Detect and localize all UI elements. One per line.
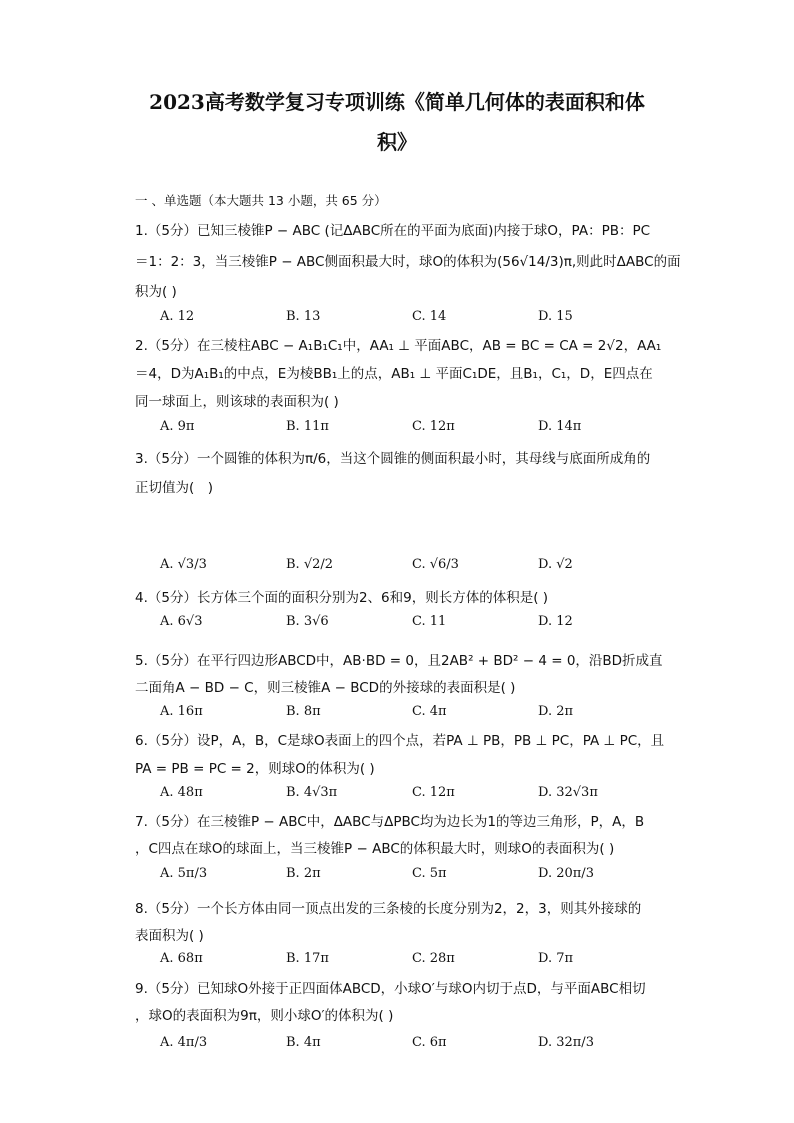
q5-option-b[interactable]: B. 8π — [286, 704, 321, 719]
q1-option-c[interactable]: C. 14 — [412, 309, 447, 324]
q8-option-d[interactable]: D. 7π — [538, 951, 574, 966]
q4-option-c[interactable]: C. 11 — [412, 614, 447, 629]
q7-line2: ，C四点在球O的球面上，当三棱锥P − ABC的体积最大时，则球O的表面积为( ) — [135, 841, 615, 857]
q2-option-d[interactable]: D. 14π — [538, 419, 582, 434]
q5-option-d[interactable]: D. 2π — [538, 704, 574, 719]
q3-line2: 正切值为( ) — [135, 480, 214, 496]
q8-line2: 表面积为( ) — [135, 928, 204, 944]
q8-option-c[interactable]: C. 28π — [412, 951, 455, 966]
q3-line1: 3.（5分）一个圆锥的体积为π/6，当这个圆锥的侧面积最小时，其母线与底面所成角的 — [135, 451, 651, 467]
q2-line2: ＝4，D为A₁B₁的中点，E为棱BB₁上的点，AB₁ ⊥ 平面C₁DE，且B₁，C₁，D，E四点在 — [135, 366, 653, 382]
page-title-line2: 积》 — [377, 130, 417, 154]
q6-option-c[interactable]: C. 12π — [412, 785, 455, 800]
q1-line1: 1.（5分）已知三棱锥P − ABC (记ΔABC所在的平面为底面)内接于球O，PA：PB：PC — [135, 223, 651, 239]
q1-option-d[interactable]: D. 15 — [538, 309, 573, 324]
q6-option-d[interactable]: D. 32√3π — [538, 785, 598, 800]
q5-line1: 5.（5分）在平行四边形ABCD中，AB·BD = 0，且2AB² + BD² − 4 = 0，沿BD折成直 — [135, 653, 663, 669]
q1-option-a[interactable]: A. 12 — [160, 309, 195, 324]
q9-option-a[interactable]: A. 4π/3 — [160, 1035, 208, 1050]
q9-line2: ，球O的表面积为9π，则小球O′的体积为( ) — [135, 1008, 394, 1024]
q2-line1: 2.（5分）在三棱柱ABC − A₁B₁C₁中，AA₁ ⊥ 平面ABC，AB = BC = CA = 2√2，AA₁ — [135, 338, 662, 354]
q6-option-a[interactable]: A. 48π — [160, 785, 203, 800]
q4-option-d[interactable]: D. 12 — [538, 614, 573, 629]
q2-line3: 同一球面上，则该球的表面积为( ) — [135, 394, 339, 410]
q6-option-b[interactable]: B. 4√3π — [286, 785, 338, 800]
q9-option-c[interactable]: C. 6π — [412, 1035, 447, 1050]
q7-line1: 7.（5分）在三棱锥P − ABC中，ΔABC与ΔPBC均为边长为1的等边三角形，P，A，B — [135, 814, 645, 830]
q9-line1: 9.（5分）已知球O外接于正四面体ABCD，小球O′与球O内切于点D，与平面ABC相切 — [135, 981, 646, 997]
q9-option-d[interactable]: D. 32π/3 — [538, 1035, 594, 1050]
q8-line1: 8.（5分）一个长方体由同一顶点出发的三条棱的长度分别为2，2，3，则其外接球的 — [135, 901, 642, 917]
q8-option-b[interactable]: B. 17π — [286, 951, 329, 966]
q6-line2: PA = PB = PC = 2，则球O的体积为( ) — [135, 761, 375, 777]
q2-option-c[interactable]: C. 12π — [412, 419, 455, 434]
q9-option-b[interactable]: B. 4π — [286, 1035, 321, 1050]
q7-option-a[interactable]: A. 5π/3 — [160, 866, 208, 881]
q6-line1: 6.（5分）设P，A，B，C是球O表面上的四个点，若PA ⊥ PB，PB ⊥ PC，PA ⊥ PC，且 — [135, 733, 665, 749]
q3-option-d[interactable]: D. √2 — [538, 557, 573, 572]
q5-line2: 二面角A − BD − C，则三棱锥A − BCD的外接球的表面积是( ) — [135, 680, 516, 696]
q5-option-c[interactable]: C. 4π — [412, 704, 447, 719]
q3-option-c[interactable]: C. √6/3 — [412, 557, 459, 572]
q4-option-a[interactable]: A. 6√3 — [160, 614, 203, 629]
q4-line1: 4.（5分）长方体三个面的面积分别为2、6和9，则长方体的体积是( ) — [135, 590, 549, 606]
q7-option-b[interactable]: B. 2π — [286, 866, 321, 881]
q2-option-a[interactable]: A. 9π — [160, 419, 195, 434]
q2-option-b[interactable]: B. 11π — [286, 419, 329, 434]
q4-option-b[interactable]: B. 3√6 — [286, 614, 329, 629]
section-heading: 一 、单选题（本大题共 13 小题，共 65 分） — [135, 193, 387, 208]
q1-line2: ＝1：2：3，当三棱锥P − ABC侧面积最大时，球O的体积为(56√14/3)π,则此时ΔABC的面 — [135, 254, 681, 270]
q5-option-a[interactable]: A. 16π — [160, 704, 203, 719]
q3-option-a[interactable]: A. √3/3 — [160, 557, 207, 572]
q7-option-c[interactable]: C. 5π — [412, 866, 447, 881]
q1-line3: 积为( ) — [135, 284, 177, 300]
q8-option-a[interactable]: A. 68π — [160, 951, 203, 966]
q3-option-b[interactable]: B. √2/2 — [286, 557, 334, 572]
q1-option-b[interactable]: B. 13 — [286, 309, 321, 324]
q7-option-d[interactable]: D. 20π/3 — [538, 866, 594, 881]
page-title-line1: 2023高考数学复习专项训练《简单几何体的表面积和体 — [149, 90, 645, 114]
